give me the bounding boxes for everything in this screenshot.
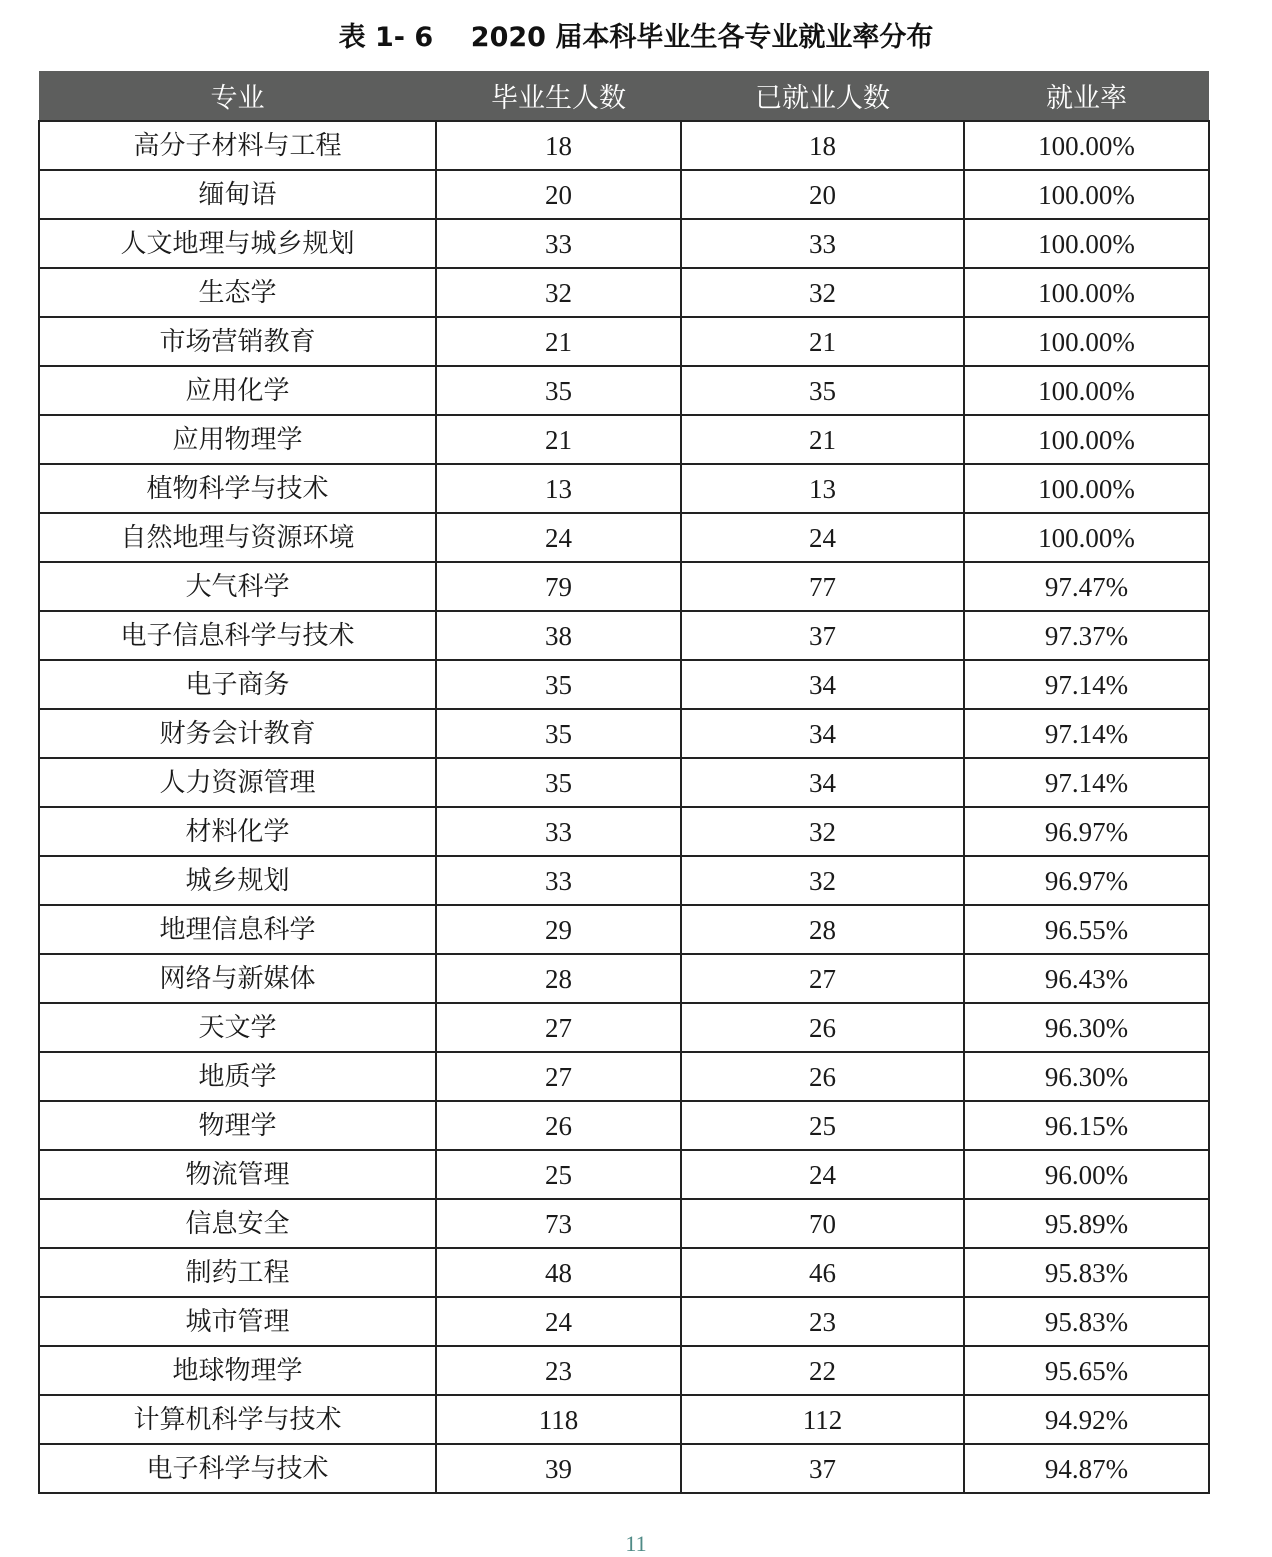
table-row	[39, 1199, 1209, 1248]
table-row	[39, 170, 1209, 219]
cell-graduates: 27	[436, 1003, 681, 1052]
cell-employment-rate: 100.00%	[964, 464, 1209, 513]
cell-employed: 13	[681, 464, 964, 513]
cell-major: 城市管理	[39, 1297, 436, 1346]
header-graduates: 毕业生人数	[436, 71, 681, 121]
table-row	[39, 1297, 1209, 1346]
cell-employed: 22	[681, 1346, 964, 1395]
cell-major: 人力资源管理	[39, 758, 436, 807]
cell-graduates: 35	[436, 366, 681, 415]
table-row	[39, 415, 1209, 464]
cell-employed: 37	[681, 611, 964, 660]
cell-employment-rate: 96.00%	[964, 1150, 1209, 1199]
cell-graduates: 38	[436, 611, 681, 660]
cell-employment-rate: 100.00%	[964, 513, 1209, 562]
employment-rate-table	[38, 71, 1210, 1494]
cell-major: 天文学	[39, 1003, 436, 1052]
cell-major: 物理学	[39, 1101, 436, 1150]
cell-graduates: 27	[436, 1052, 681, 1101]
cell-graduates: 39	[436, 1444, 681, 1493]
table-row	[39, 1444, 1209, 1493]
cell-graduates: 118	[436, 1395, 681, 1444]
cell-employment-rate: 96.97%	[964, 807, 1209, 856]
table-row	[39, 1395, 1209, 1444]
table-row	[39, 562, 1209, 611]
cell-employment-rate: 97.14%	[964, 660, 1209, 709]
cell-employed: 34	[681, 660, 964, 709]
cell-employment-rate: 97.14%	[964, 709, 1209, 758]
cell-major: 生态学	[39, 268, 436, 317]
cell-employment-rate: 97.14%	[964, 758, 1209, 807]
cell-employed: 21	[681, 415, 964, 464]
cell-employed: 21	[681, 317, 964, 366]
cell-employment-rate: 96.43%	[964, 954, 1209, 1003]
cell-major: 材料化学	[39, 807, 436, 856]
table-row	[39, 1150, 1209, 1199]
table-row	[39, 709, 1209, 758]
header-major: 专业	[39, 71, 436, 121]
cell-employment-rate: 100.00%	[964, 268, 1209, 317]
cell-graduates: 28	[436, 954, 681, 1003]
table-row	[39, 807, 1209, 856]
table-body	[39, 121, 1209, 1493]
cell-major: 计算机科学与技术	[39, 1395, 436, 1444]
cell-graduates: 32	[436, 268, 681, 317]
cell-employment-rate: 95.89%	[964, 1199, 1209, 1248]
cell-graduates: 24	[436, 1297, 681, 1346]
cell-employed: 27	[681, 954, 964, 1003]
cell-graduates: 29	[436, 905, 681, 954]
cell-major: 物流管理	[39, 1150, 436, 1199]
header-row	[39, 71, 1209, 121]
cell-graduates: 20	[436, 170, 681, 219]
cell-graduates: 33	[436, 219, 681, 268]
table-row	[39, 1003, 1209, 1052]
cell-major: 大气科学	[39, 562, 436, 611]
page-number: 11	[625, 1531, 647, 1556]
cell-major: 制药工程	[39, 1248, 436, 1297]
table-row	[39, 611, 1209, 660]
cell-major: 地理信息科学	[39, 905, 436, 954]
cell-employed: 32	[681, 268, 964, 317]
cell-employment-rate: 96.15%	[964, 1101, 1209, 1150]
cell-employment-rate: 97.47%	[964, 562, 1209, 611]
cell-employment-rate: 100.00%	[964, 415, 1209, 464]
table-row	[39, 366, 1209, 415]
table-row	[39, 954, 1209, 1003]
cell-major: 地质学	[39, 1052, 436, 1101]
cell-graduates: 35	[436, 709, 681, 758]
cell-employment-rate: 100.00%	[964, 219, 1209, 268]
cell-employed: 23	[681, 1297, 964, 1346]
cell-employed: 34	[681, 758, 964, 807]
cell-employed: 37	[681, 1444, 964, 1493]
cell-employment-rate: 94.92%	[964, 1395, 1209, 1444]
table-header	[39, 71, 1209, 121]
cell-employed: 32	[681, 807, 964, 856]
cell-major: 电子科学与技术	[39, 1444, 436, 1493]
cell-employment-rate: 94.87%	[964, 1444, 1209, 1493]
cell-graduates: 21	[436, 317, 681, 366]
cell-major: 应用物理学	[39, 415, 436, 464]
table-row	[39, 513, 1209, 562]
cell-major: 自然地理与资源环境	[39, 513, 436, 562]
cell-graduates: 33	[436, 807, 681, 856]
cell-employment-rate: 100.00%	[964, 170, 1209, 219]
cell-graduates: 35	[436, 758, 681, 807]
cell-major: 财务会计教育	[39, 709, 436, 758]
cell-employed: 20	[681, 170, 964, 219]
cell-graduates: 79	[436, 562, 681, 611]
table-row	[39, 464, 1209, 513]
table-row	[39, 1346, 1209, 1395]
cell-employment-rate: 96.30%	[964, 1003, 1209, 1052]
table-row	[39, 856, 1209, 905]
cell-major: 缅甸语	[39, 170, 436, 219]
table-row	[39, 219, 1209, 268]
cell-employed: 32	[681, 856, 964, 905]
cell-employed: 25	[681, 1101, 964, 1150]
cell-major: 植物科学与技术	[39, 464, 436, 513]
cell-employment-rate: 96.30%	[964, 1052, 1209, 1101]
cell-major: 网络与新媒体	[39, 954, 436, 1003]
cell-employed: 18	[681, 121, 964, 170]
cell-graduates: 18	[436, 121, 681, 170]
cell-employed: 35	[681, 366, 964, 415]
cell-graduates: 73	[436, 1199, 681, 1248]
cell-graduates: 23	[436, 1346, 681, 1395]
cell-graduates: 13	[436, 464, 681, 513]
table-row	[39, 317, 1209, 366]
cell-employed: 24	[681, 513, 964, 562]
table-caption: 表 1- 6 2020 届本科毕业生各专业就业率分布	[338, 22, 934, 53]
cell-major: 地球物理学	[39, 1346, 436, 1395]
cell-employment-rate: 95.65%	[964, 1346, 1209, 1395]
cell-graduates: 21	[436, 415, 681, 464]
cell-graduates: 48	[436, 1248, 681, 1297]
table-row	[39, 1052, 1209, 1101]
cell-employment-rate: 97.37%	[964, 611, 1209, 660]
table-row	[39, 758, 1209, 807]
header-employed: 已就业人数	[681, 71, 964, 121]
cell-major: 城乡规划	[39, 856, 436, 905]
cell-major: 市场营销教育	[39, 317, 436, 366]
header-employment-rate: 就业率	[964, 71, 1209, 121]
cell-employed: 28	[681, 905, 964, 954]
cell-employment-rate: 100.00%	[964, 317, 1209, 366]
cell-graduates: 25	[436, 1150, 681, 1199]
cell-employment-rate: 96.97%	[964, 856, 1209, 905]
cell-employed: 46	[681, 1248, 964, 1297]
cell-employed: 26	[681, 1003, 964, 1052]
cell-employed: 112	[681, 1395, 964, 1444]
cell-employed: 34	[681, 709, 964, 758]
table-row	[39, 1248, 1209, 1297]
cell-employed: 77	[681, 562, 964, 611]
cell-employment-rate: 100.00%	[964, 366, 1209, 415]
cell-major: 应用化学	[39, 366, 436, 415]
cell-employed: 33	[681, 219, 964, 268]
cell-graduates: 33	[436, 856, 681, 905]
cell-major: 电子商务	[39, 660, 436, 709]
cell-major: 信息安全	[39, 1199, 436, 1248]
cell-major: 电子信息科学与技术	[39, 611, 436, 660]
table-row	[39, 660, 1209, 709]
table-row	[39, 121, 1209, 170]
table-row	[39, 268, 1209, 317]
cell-employment-rate: 95.83%	[964, 1297, 1209, 1346]
cell-major: 高分子材料与工程	[39, 121, 436, 170]
table-row	[39, 905, 1209, 954]
table-row	[39, 1101, 1209, 1150]
cell-employment-rate: 95.83%	[964, 1248, 1209, 1297]
cell-graduates: 35	[436, 660, 681, 709]
cell-employment-rate: 100.00%	[964, 121, 1209, 170]
cell-graduates: 24	[436, 513, 681, 562]
cell-graduates: 26	[436, 1101, 681, 1150]
cell-employed: 26	[681, 1052, 964, 1101]
cell-employed: 70	[681, 1199, 964, 1248]
cell-employed: 24	[681, 1150, 964, 1199]
cell-major: 人文地理与城乡规划	[39, 219, 436, 268]
cell-employment-rate: 96.55%	[964, 905, 1209, 954]
